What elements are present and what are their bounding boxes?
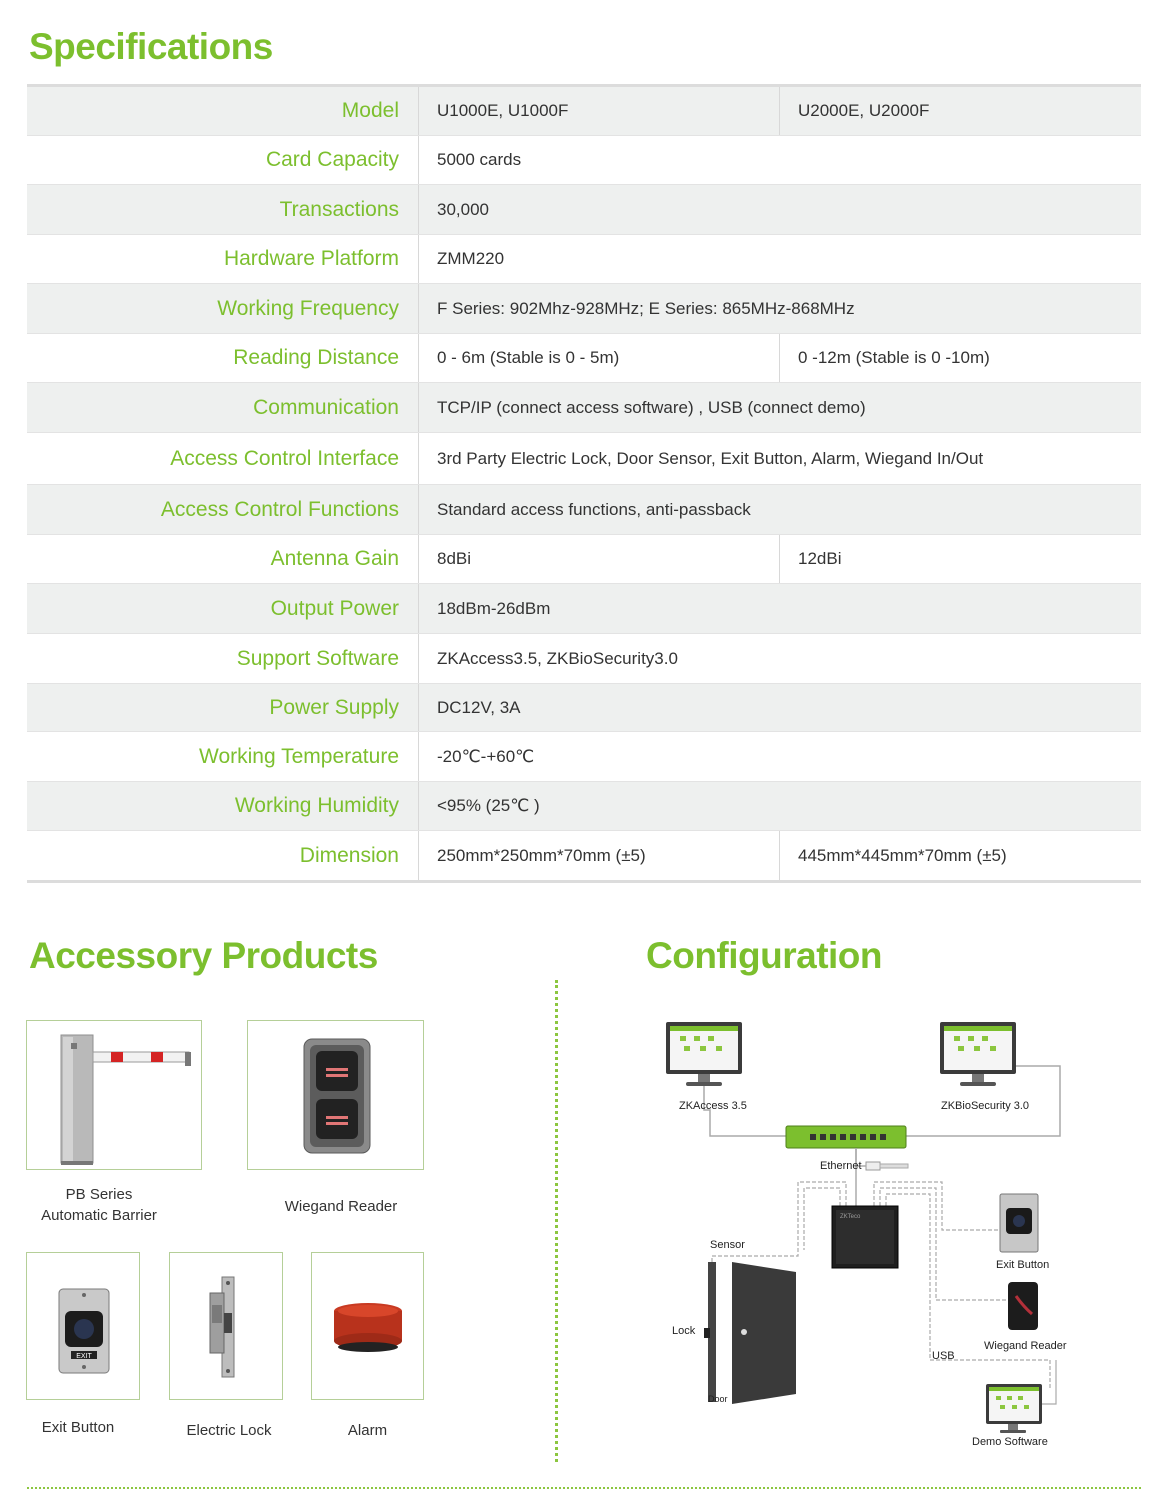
accessory-exit-label: [20, 1417, 136, 1438]
accessory-title: Accessory Products: [29, 935, 378, 976]
spec-row: [27, 584, 1141, 634]
spec-row: [27, 185, 1141, 235]
monitor-icon-demo: [986, 1384, 1042, 1433]
spec-label: Hardware Platform: [27, 235, 419, 283]
accessory-lock-label: [169, 1420, 289, 1441]
barrier-icon: [27, 1021, 202, 1170]
configuration-diagram: [640, 1010, 1140, 1460]
spec-row: [27, 136, 1141, 185]
accessory-wiegand-label-1: Wiegand Reader: [284, 1198, 398, 1215]
spec-label: Dimension: [27, 831, 419, 880]
accessory-wiegand-label: [255, 1196, 427, 1217]
ethernet-plug-icon: [856, 1148, 908, 1170]
spec-value: ZKAccess3.5, ZKBioSecurity3.0: [437, 648, 678, 668]
spec-table: [27, 84, 1141, 883]
spec-value: 3rd Party Electric Lock, Door Sensor, Exit Button, Alarm, Wiegand In/Out: [437, 448, 984, 468]
monitor-icon-zkbio: [940, 1022, 1016, 1086]
spec-value: 250mm*250mm*70mm (±5): [419, 831, 780, 880]
accessory-alarm-label-1: Alarm: [347, 1422, 388, 1439]
spec-label: Working Temperature: [27, 732, 419, 781]
accessory-exit-label-1: Exit Button: [41, 1419, 115, 1436]
wiegand-reader-device-icon: [1008, 1282, 1038, 1330]
accessory-exit-box: [26, 1252, 140, 1400]
spec-label: Model: [27, 87, 419, 135]
spec-value: Standard access functions, anti-passback: [437, 499, 751, 519]
specifications-title: Specifications: [29, 26, 273, 67]
config-label-exit-button: Exit Button: [996, 1259, 1050, 1271]
spec-row: [27, 334, 1141, 383]
spec-value: 8dBi: [419, 535, 780, 583]
exit-button-icon: [27, 1253, 140, 1400]
spec-label: Output Power: [27, 584, 419, 633]
spec-value: U1000E, U1000F: [419, 87, 780, 135]
spec-label: Access Control Functions: [27, 485, 419, 534]
spec-row: [27, 831, 1141, 880]
spec-row: [27, 732, 1141, 782]
spec-row: [27, 235, 1141, 284]
config-label-wiegand-reader: Wiegand Reader: [984, 1340, 1067, 1352]
spec-row: [27, 634, 1141, 684]
spec-value: 0 - 6m (Stable is 0 - 5m): [419, 334, 780, 382]
spec-row: [27, 782, 1141, 831]
spec-value: ZMM220: [437, 249, 505, 268]
config-label-zkaccess: ZKAccess 3.5: [679, 1100, 747, 1112]
spec-row: [27, 684, 1141, 732]
spec-label: Antenna Gain: [27, 535, 419, 583]
accessory-barrier-box: [26, 1020, 202, 1170]
spec-label: Communication: [27, 383, 419, 432]
spec-value: 12dBi: [798, 549, 842, 568]
controller-device-icon: [832, 1206, 898, 1268]
accessory-alarm-box: [311, 1252, 424, 1400]
spec-label: Transactions: [27, 185, 419, 234]
accessory-wiegand-box: [247, 1020, 424, 1170]
spec-label: Working Humidity: [27, 782, 419, 830]
spec-value: F Series: 902Mhz-928MHz; E Series: 865MHz-868MHz: [437, 298, 855, 318]
spec-value: 5000 cards: [437, 150, 522, 169]
exit-button-text: EXIT: [76, 1353, 92, 1360]
spec-label: Access Control Interface: [27, 433, 419, 484]
exit-button-device-icon: [1000, 1194, 1038, 1252]
spec-row: [27, 433, 1141, 485]
config-label-usb: USB: [932, 1350, 955, 1362]
accessory-lock-label-1: Electric Lock: [186, 1422, 272, 1439]
spec-value: -20℃-+60℃: [437, 746, 535, 766]
accessory-barrier-label-2: Automatic Barrier: [41, 1207, 157, 1224]
bottom-divider: [27, 1487, 1141, 1489]
spec-label: Working Frequency: [27, 284, 419, 333]
accessory-barrier-label-1: PB Series: [65, 1186, 133, 1203]
spec-label: Support Software: [27, 634, 419, 683]
accessory-barrier-label: [14, 1184, 184, 1226]
accessory-alarm-label: [311, 1420, 424, 1441]
config-label-ethernet: Ethernet: [820, 1160, 862, 1172]
spec-value: TCP/IP (connect access software) , USB (connect demo): [437, 397, 866, 417]
accessory-lock-box: [169, 1252, 283, 1400]
spec-value: DC12V, 3A: [437, 697, 521, 717]
spec-row: [27, 383, 1141, 433]
spec-label: Card Capacity: [27, 136, 419, 184]
config-label-lock: Lock: [672, 1325, 696, 1337]
spec-row: [27, 87, 1141, 136]
configuration-title: Configuration: [646, 935, 883, 976]
monitor-icon-zkaccess: [666, 1022, 742, 1086]
vertical-divider: [555, 980, 558, 1462]
config-label-zkbio: ZKBioSecurity 3.0: [941, 1100, 1030, 1112]
alarm-icon: [312, 1253, 424, 1400]
spec-value: 445mm*445mm*70mm (±5): [798, 845, 1007, 865]
config-label-demo-software: Demo Software: [972, 1436, 1048, 1448]
spec-value: U2000E, U2000F: [798, 101, 930, 120]
wiegand-reader-icon: [248, 1021, 424, 1170]
config-label-door: Door: [708, 1394, 728, 1404]
controller-brand-text: ZKTeco: [840, 1214, 861, 1220]
electric-lock-icon: [170, 1253, 283, 1400]
spec-label: Power Supply: [27, 684, 419, 731]
door-icon: [704, 1262, 796, 1404]
spec-row: [27, 485, 1141, 535]
spec-row: [27, 535, 1141, 584]
config-label-sensor: Sensor: [710, 1239, 745, 1251]
spec-value: <95% (25℃ ): [437, 796, 540, 815]
spec-label: Reading Distance: [27, 334, 419, 382]
spec-value: 0 -12m (Stable is 0 -10m): [798, 348, 990, 367]
spec-row: [27, 284, 1141, 334]
network-switch-icon: [786, 1126, 906, 1148]
spec-value: 18dBm-26dBm: [437, 598, 551, 618]
spec-value: 30,000: [437, 199, 489, 219]
